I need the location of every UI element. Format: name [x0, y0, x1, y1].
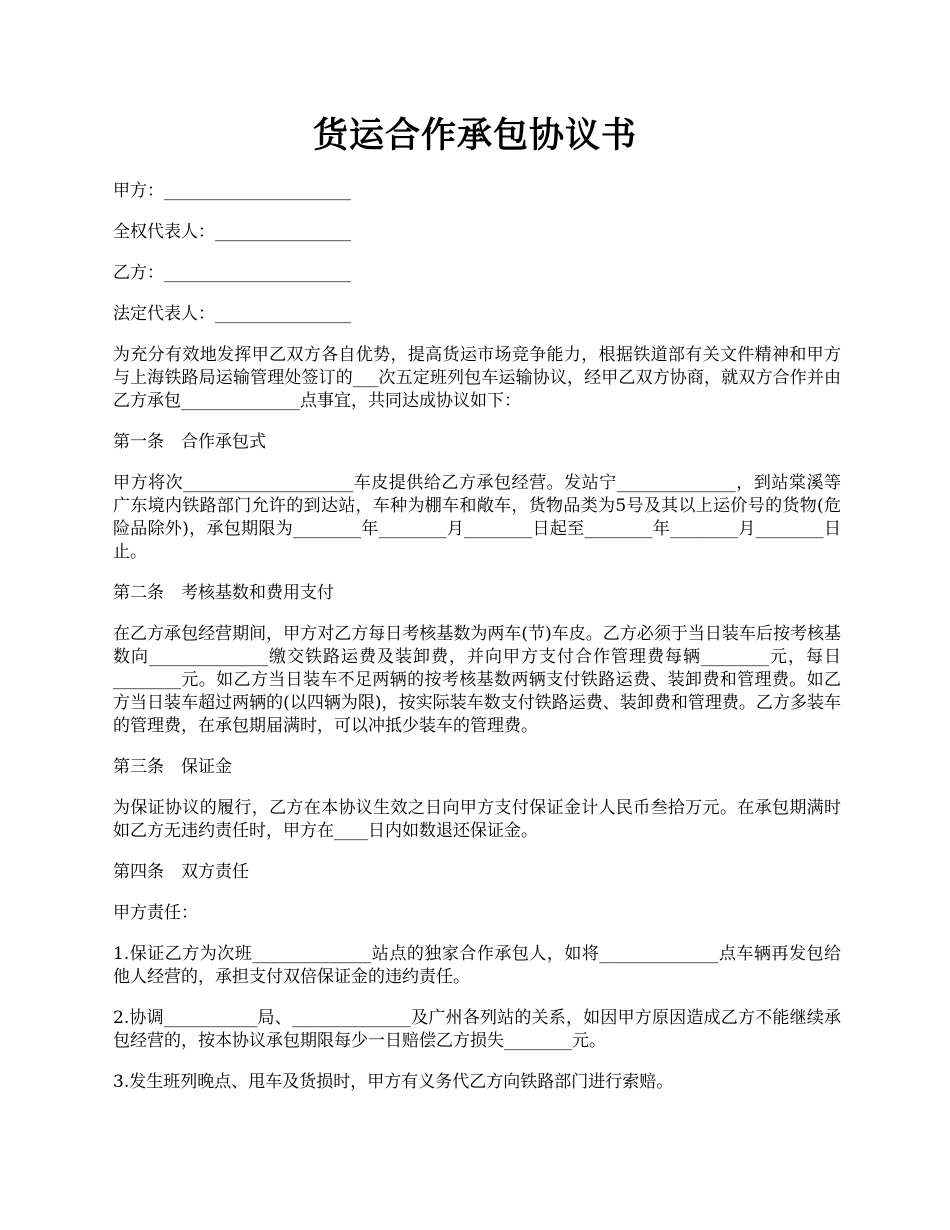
duty-item-1: 1.保证乙方为次班______________站点的独家合作承包人，如将______________点车辆再发包给他人经营的，承担支付双倍保证金的违约责任。 — [113, 944, 841, 987]
party-a-duties-heading: 甲方责任： — [113, 903, 198, 923]
article-1-paragraph: 甲方将次____________________车皮提供给乙方承包经营。发站宁______________，到站棠溪等广东境内铁路部门允许的到达站，车种为棚车和敞车，货物品类为5号及其以上运价号的货物(危险品除外)，承包期限为________年________月________日起至________年________月________日止。 — [113, 473, 841, 562]
article-2-heading: 第二条 考核基数和费用支付 — [113, 583, 334, 603]
duty-item-3: 3.发生班列晚点、甩车及货损时，甲方有义务代乙方向铁路部门进行索赔。 — [113, 1072, 674, 1092]
party-a-line: 甲方：______________________ — [113, 181, 351, 201]
article-2-paragraph: 在乙方承包经营期间，甲方对乙方每日考核基数为两车(节)车皮。乙方必须于当日装车后按考核基数向______________缴交铁路运费及装卸费，并向甲方支付合作管理费每辆________元，每日________元。如乙方当日装车不足两辆的按考核基数两辆支付铁路运费、装卸费和管理费。如乙方当日装车超过两辆的(以四辆为限)，按实际装车数支付铁路运费、装卸费和管理费。乙方多装车的管理费，在承包期届满时，可以冲抵少装车的管理费。 — [113, 624, 841, 736]
duty-item-2: 2.协调___________局、______________及广州各列站的关系，如因甲方原因造成乙方不能继续承包经营的，按本协议承包期限每少一日赔偿乙方损失________元。 — [113, 1008, 841, 1051]
document-body — [113, 180, 841, 1094]
article-4-heading: 第四条 双方责任 — [113, 862, 249, 882]
preamble-paragraph: 为充分有效地发挥甲乙双方各自优势，提高货运市场竞争能力，根据铁道部有关文件精神和甲方与上海铁路局运输管理处签订的___次五定班列包车运输协议，经甲乙双方协商，就双方合作并由乙方承包______________点事宜，共同达成协议如下： — [113, 345, 841, 411]
party-b-representative-line: 法定代表人：________________ — [113, 304, 351, 324]
party-b-line: 乙方：______________________ — [113, 263, 351, 283]
article-1-heading: 第一条 合作承包式 — [113, 432, 266, 452]
party-a-representative-line: 全权代表人：________________ — [113, 222, 351, 242]
document-title: 货运合作承包协议书 — [312, 115, 637, 156]
article-3-paragraph: 为保证协议的履行，乙方在本协议生效之日向甲方支付保证金计人民币叁拾万元。在承包期满时如乙方无违约责任时，甲方在____日内如数退还保证金。 — [113, 798, 841, 841]
article-3-heading: 第三条 保证金 — [113, 757, 232, 777]
